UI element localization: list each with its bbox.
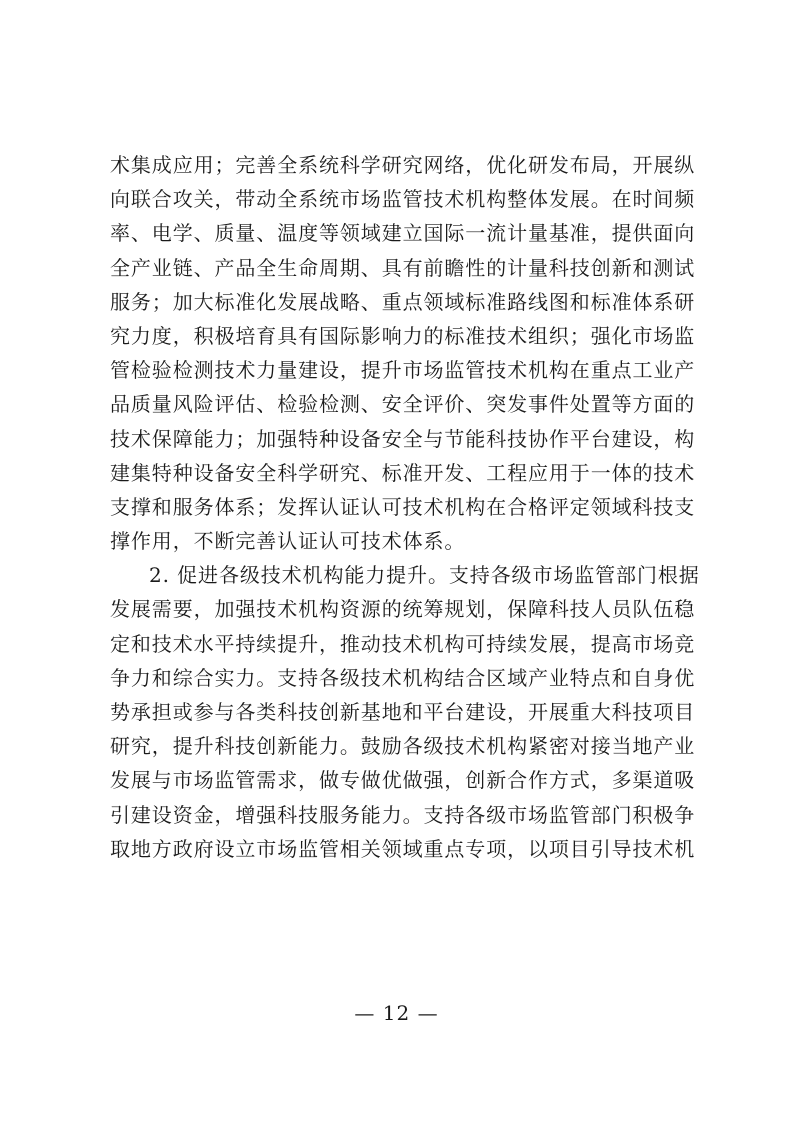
body-line: 发展与市场监管需求，做专做优做强，创新合作方式，多渠道吸 xyxy=(110,768,696,793)
body-line: 争力和综合实力。支持各级技术机构结合区域产业特点和自身优 xyxy=(110,665,696,690)
body-line: 技术保障能力；加强特种设备安全与节能科技协作平台建设，构 xyxy=(110,426,696,451)
body-line: 率、电学、质量、温度等领域建立国际一流计量基准，提供面向 xyxy=(110,221,696,246)
body-line: 品质量风险评估、检验检测、安全评价、突发事件处置等方面的 xyxy=(110,392,696,417)
body-line: 取地方政府设立市场监管相关领域重点专项，以项目引导技术机 xyxy=(110,836,696,861)
body-line: 势承担或参与各类科技创新基地和平台建设，开展重大科技项目 xyxy=(110,700,696,724)
body-line: 全产业链、产品全生命周期、具有前瞻性的计量科技创新和测试 xyxy=(110,255,696,280)
body-line: 术集成应用；完善全系统科学研究网络，优化研发布局，开展纵 xyxy=(110,153,696,177)
body-line: 究力度，积极培育具有国际影响力的标准技术组织；强化市场监 xyxy=(110,323,696,348)
body-line: 撑作用，不断完善认证认可技术体系。 xyxy=(110,529,466,554)
body-line: 建集特种设备安全科学研究、标准开发、工程应用于一体的技术 xyxy=(110,460,696,485)
body-line: 服务；加大标准化发展战略、重点领域标准路线图和标准体系研 xyxy=(110,289,696,314)
page-number: — 12 — xyxy=(354,1001,439,1025)
body-line: 管检验检测技术力量建设，提升市场监管技术机构在重点工业产 xyxy=(110,358,696,383)
body-line: 支撑和服务体系；发挥认证认可技术机构在合格评定领域科技支 xyxy=(110,494,696,519)
body-line: 定和技术水平持续提升，推动技术机构可持续发展，提高市场竞 xyxy=(110,631,696,656)
body-line: 研究，提升科技创新能力。鼓励各级技术机构紧密对接当地产业 xyxy=(110,734,696,759)
document-body xyxy=(110,148,700,866)
body-line: 向联合攻关，带动全系统市场监管技术机构整体发展。在时间频 xyxy=(110,187,696,212)
body-line: 发展需要，加强技术机构资源的统筹规划，保障科技人员队伍稳 xyxy=(110,597,696,622)
body-line: 引建设资金，增强科技服务能力。支持各级市场监管部门积极争 xyxy=(110,802,696,827)
paragraph-start-line: 2. 促进各级技术机构能力提升。支持各级市场监管部门根据 xyxy=(149,563,700,588)
